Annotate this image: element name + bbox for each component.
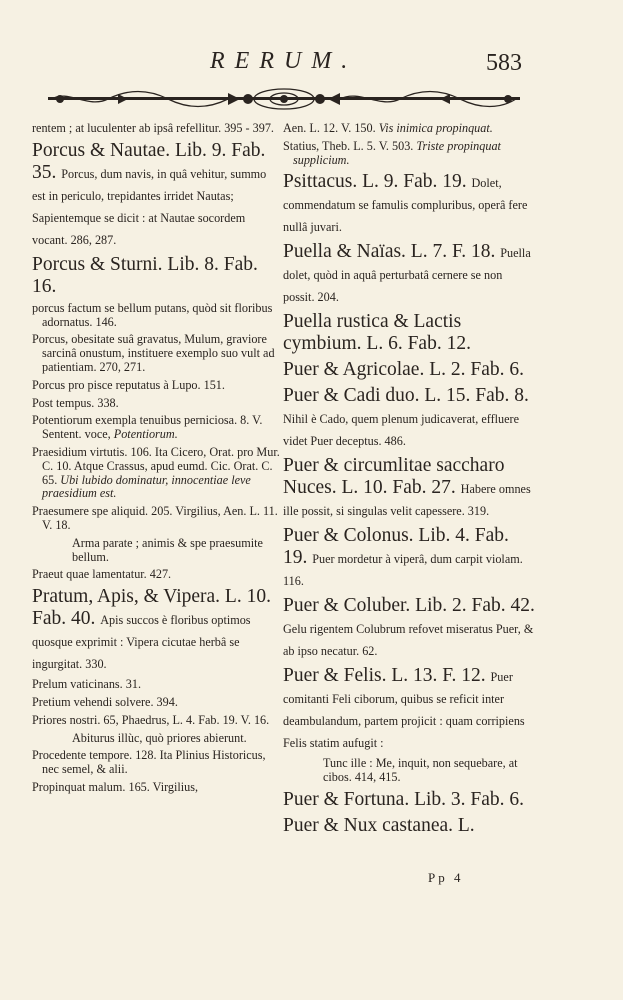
running-title: RERUM. (210, 48, 358, 74)
entry-description: Apis succos è floribus optimos quosque exprimit : Vipera cicutae herbâ se ingurgitat. 330. (32, 613, 251, 672)
index-entry (283, 525, 535, 591)
sub-entry (32, 333, 282, 374)
entry-heading: Puer & Agricolae. L. 2. Fab. 6. (283, 359, 524, 381)
entry-description: Nihil è Cado, quem plenum judicaverat, effluere videt Puer deceptus. 486. (283, 412, 519, 449)
index-entry (283, 241, 535, 307)
sub-entry (32, 714, 282, 728)
sub-entry-text: Statius, Theb. L. 5. V. 503. (283, 138, 414, 153)
italic-citation: Ubi lubido dominatur, innocentiae leve praesidium est. (42, 472, 251, 501)
index-entry (32, 586, 282, 674)
entry-heading: Puer & Coluber. Lib. 2. Fab. 42. (283, 595, 535, 617)
sub-entry (32, 749, 282, 777)
sub-entry (32, 397, 282, 411)
index-entry (283, 455, 535, 521)
italic-citation: Vis inimica propinquat. (378, 121, 493, 135)
sub-entry (32, 446, 282, 501)
sub-entry-text: Porcus pro pisce reputatus à Lupo. 151. (32, 377, 225, 392)
index-entry (283, 665, 535, 753)
index-entry (283, 171, 535, 237)
entry-heading: Porcus & Nautae. Lib. 9. Fab. 35. (32, 139, 266, 183)
sub-entry-text: porcus factum se bellum putans, quòd sit floribus adornatus. 146. (32, 300, 273, 329)
entry-heading: Porcus & Sturni. Lib. 8. Fab. 16. (32, 253, 258, 297)
sub-entry-text: Praeut quae lamentatur. 427. (32, 567, 172, 582)
ornament-divider (48, 85, 520, 113)
entry-heading: Psittacus. L. 9. Fab. 19. (283, 171, 467, 193)
entry-heading: Puer & Nux castanea. L. (283, 814, 475, 836)
entry-heading: Puer & Colonus. Lib. 4. Fab. 19. (283, 525, 509, 569)
sub-entry (32, 696, 282, 710)
page-number: 583 (486, 50, 522, 76)
sub-entry-text: Praesidium virtutis. 106. Ita Cicero, Orat. pro Mur. C. 10. Atque Crassus, apud eumd. Cic. Orat. C. 65. (32, 444, 280, 487)
sub-entry (32, 414, 282, 442)
quotation: Arma parate ; animis & spe praesumite bellum. (72, 535, 263, 564)
sub-entry (32, 781, 282, 795)
sub-entry (283, 140, 535, 168)
page-header (0, 48, 623, 88)
italic-citation: Potentiorum. (113, 427, 178, 442)
entry-description: Habere omnes ille possit, si singulas velit capessere. 319. (283, 482, 531, 519)
sub-entry-text: Propinquat malum. 165. Virgilius, (32, 779, 199, 794)
sub-entry-text: Priores nostri. 65, Phaedrus, L. 4. Fab. 19. V. 16. (32, 712, 270, 727)
quotation: Tunc ille : Me, inquit, non sequebare, at cibos. 414, 415. (323, 756, 518, 785)
italic-citation: Triste propinquat supplicium. (293, 138, 501, 167)
index-entry (283, 359, 535, 381)
sub-entry-text: Prelum vaticinans. 31. (32, 677, 141, 692)
entry-description: Puella dolet, quòd in aquâ perturbatâ cernere se non possit. 204. (283, 246, 531, 305)
sub-entry-text: Aen. L. 12. V. 150. (283, 121, 376, 135)
entry-description: Gelu rigentem Colubrum refovet miseratus Puer, & ab ipso necatur. 62. (283, 622, 534, 659)
left-column (32, 122, 282, 799)
continued-text: rentem ; at luculenter ab ipsâ refellitur. 395 - 397. (32, 121, 274, 135)
sub-entry-text: Post tempus. 338. (32, 395, 119, 410)
quotation: Abiturus illùc, quò priores abierunt. (72, 730, 247, 745)
sub-entry-text: Porcus, obesitate suâ gravatus, Mulum, graviore sarcinâ onustum, instituere exemplo suo vult ad patientiam. 270, 271. (32, 332, 275, 374)
entry-heading: Puer & Felis. L. 13. F. 12. (283, 665, 486, 687)
index-entry (283, 595, 535, 661)
index-entry (32, 254, 282, 298)
entry-heading: Puella rustica & Lactis cymbium. L. 6. Fab. 12. (283, 311, 471, 355)
index-entry (283, 789, 535, 811)
entry-heading: Pratum, Apis, & Vipera. L. 10. Fab. 40. (32, 586, 271, 630)
sub-entry (283, 122, 535, 136)
entry-description: Dolet, commendatum se famulis compluribus, operâ fere nullâ juvari. (283, 176, 528, 235)
entry-heading: Puer & circumlitae saccharo Nuces. L. 10. Fab. 27. (283, 455, 505, 499)
entry-heading: Puer & Cadi duo. L. 15. Fab. 8. (283, 385, 529, 407)
entry-description: Porcus, dum navis, in quâ vehitur, summo est in periculo, trepidantes irridet Nautas; Sapientemque se dicit : at Nautae socordem vocant. 286, 287. (32, 166, 267, 247)
sub-entry (32, 505, 282, 533)
entry-description: Puer comitanti Feli ciborum, quibus se reficit inter deambulandum, partem projicit : quam corripiens Felis statim aufugit : (283, 670, 525, 751)
sub-entry-text: Procedente tempore. 128. Ita Plinius Historicus, nec semel, & alii. (32, 748, 266, 777)
entry-heading: Puer & Fortuna. Lib. 3. Fab. 6. (283, 788, 525, 810)
right-column (283, 122, 535, 841)
sub-entry (32, 568, 282, 582)
index-entry (283, 385, 535, 451)
sub-entry (32, 379, 282, 393)
sub-entry-text: Praesumere spe aliquid. 205. Virgilius, Aen. L. 11. V. 18. (32, 504, 278, 532)
sub-entry (32, 678, 282, 692)
entry-heading: Puella & Naïas. L. 7. F. 18. (283, 241, 496, 263)
sub-entry (32, 302, 282, 330)
sub-entry-text: Potentiorum exempla tenuibus perniciosa. 8. V. Sentent. voce, (32, 413, 263, 442)
index-entry (32, 140, 282, 250)
index-entry (283, 815, 535, 837)
sub-entry-text: Pretium vehendi solvere. 394. (32, 694, 178, 709)
signature-mark: Pp 4 (428, 870, 464, 885)
entry-description: Puer mordetur à viperâ, dum carpit violam. 116. (283, 552, 523, 589)
index-entry (283, 311, 535, 355)
